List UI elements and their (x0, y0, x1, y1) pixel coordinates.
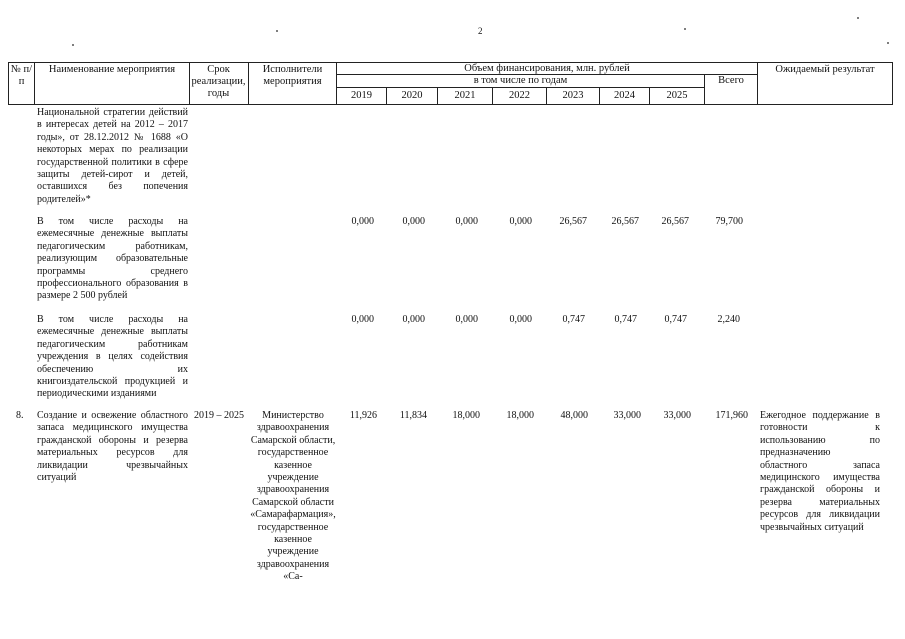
year-header: 2023 (562, 90, 584, 101)
value-cell: 0,000 (455, 216, 478, 227)
total-cell: 79,700 (715, 216, 743, 227)
scan-speck (857, 17, 859, 19)
table-row-continuation (37, 107, 188, 206)
value-cell: 33,000 (613, 410, 641, 421)
value-cell: 26,567 (611, 216, 639, 227)
header-total: Всего (718, 75, 744, 86)
row-name: В том числе расходы на ежемесячные денежные выплаты педагогическим работникам учреждения в целях содействия обеспечению их книгоиздательской продукцией и периодическими изданиями (37, 314, 188, 400)
value-cell: 11,926 (349, 410, 377, 421)
value-cell: 48,000 (560, 410, 588, 421)
total-cell: 171,960 (715, 410, 748, 421)
header-executors: Исполнители мероприятия (262, 64, 323, 87)
value-cell: 26,567 (559, 216, 587, 227)
value-cell: 18,000 (506, 410, 534, 421)
year-header: 2021 (454, 90, 476, 101)
value-cell: 18,000 (452, 410, 480, 421)
year-header: 2024 (614, 90, 635, 101)
row-name: Национальной стратегии действий в интересах детей на 2012 – 2017 годы», от 28.12.2012 № 1688 «О некоторых мерах по реализации государственной политики в сфере защиты детей-сирот и детей, оставшихся без попечения родителей»* (37, 107, 188, 205)
scan-speck (72, 44, 74, 46)
value-cell: 33,000 (663, 410, 691, 421)
scan-speck (887, 42, 889, 44)
header-name: Наименование мероприятия (48, 64, 176, 75)
header-by-years: в том числе по годам (473, 75, 568, 86)
total-cell: 2,240 (717, 314, 740, 325)
header-funding: Объем финансирования, млн. рублей (464, 63, 630, 74)
value-cell: 26,567 (661, 216, 689, 227)
value-cell: 0,000 (351, 314, 374, 325)
value-cell: 0,000 (402, 314, 425, 325)
value-cell: 0,000 (509, 314, 532, 325)
value-cell: 0,000 (509, 216, 532, 227)
year-header: 2022 (509, 90, 530, 101)
scan-speck (276, 30, 278, 32)
row-period: 2019 – 2025 (194, 410, 244, 421)
row-number: 8. (16, 410, 24, 421)
value-cell: 0,747 (664, 314, 687, 325)
row-result: Ежегодное поддержание в готовности к использованию по предназначению областного запаса медицинского имущества гражданской обороны и резерва материальных ресурсов для ликвидации чрезвычайных ситуаций (760, 410, 880, 533)
page-number: 2 (478, 26, 483, 36)
value-cell: 0,000 (351, 216, 374, 227)
year-header: 2019 (351, 90, 372, 101)
value-cell: 0,747 (614, 314, 637, 325)
value-cell: 0,747 (562, 314, 585, 325)
year-header: 2020 (401, 90, 423, 101)
header-result: Ожидаемый результат (775, 64, 875, 75)
row-executors: Министерство здравоохранения Самарской области, государственное казенное учреждение здравоохранения Самарской области «Самарафармация», государственное казенное учреждение здравоохранения «Са- (250, 410, 336, 583)
header-period: Срок реализации, годы (191, 64, 246, 99)
row-name: Создание и освежение областного запаса медицинского имущества гражданской обороны и резерва материальных ресурсов для ликвидации чрезвычайных ситуаций (37, 410, 188, 484)
value-cell: 0,000 (455, 314, 478, 325)
year-header: 2025 (666, 90, 688, 101)
scan-speck (684, 28, 686, 30)
value-cell: 0,000 (402, 216, 425, 227)
header-number: № п/п (10, 64, 33, 87)
value-cell: 11,834 (399, 410, 427, 421)
row-name: В том числе расходы на ежемесячные денежные выплаты педагогическим работникам, реализующим образовательные программы среднего профессионального образования в размере 2 500 рублей (37, 216, 188, 302)
